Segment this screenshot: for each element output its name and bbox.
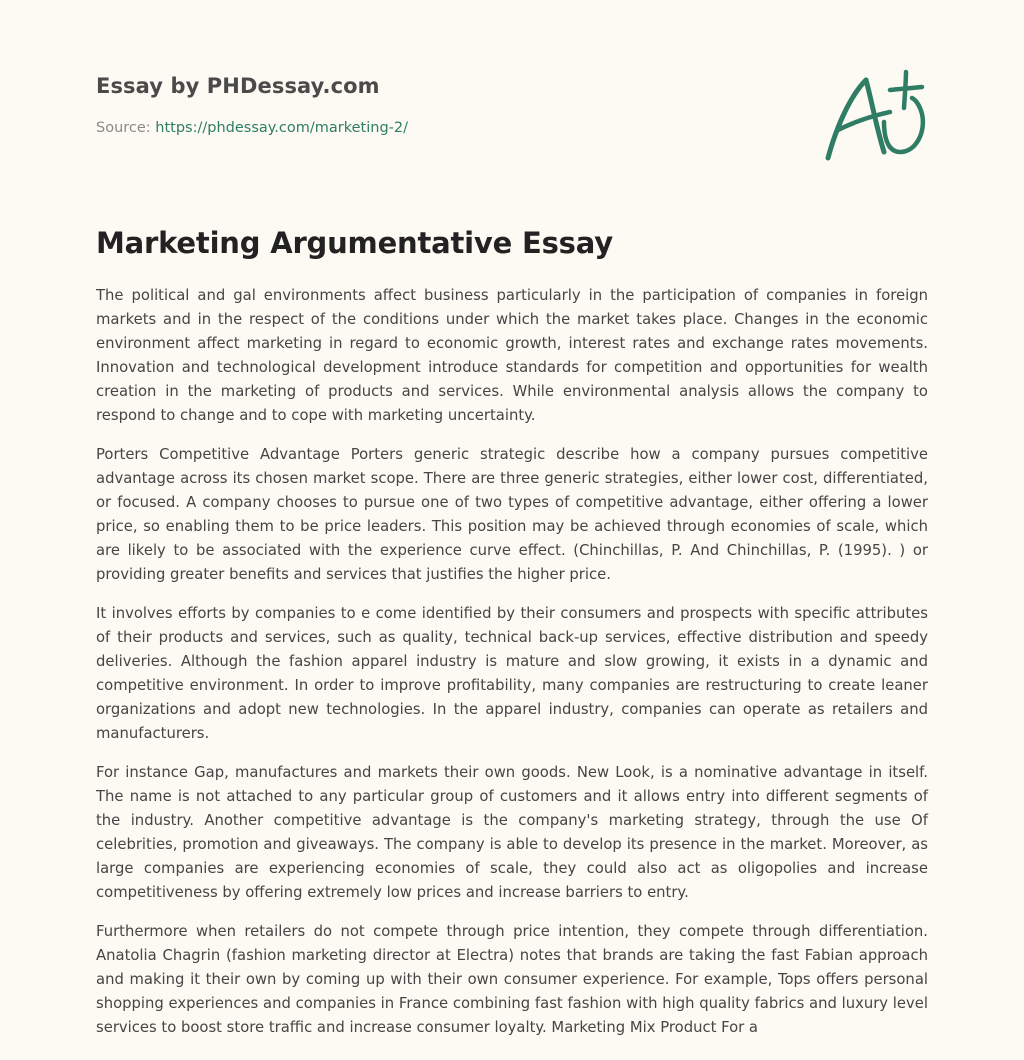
- document-header: [96, 74, 408, 136]
- source-line: [96, 120, 408, 136]
- a-plus-grade-icon: [820, 66, 932, 166]
- source-label: Source:: [96, 120, 151, 136]
- paragraph: For instance Gap, manufactures and markets their own goods. New Look, is a nominative advantage in itself. The name is not attached to any particular group of customers and it allows entry into different segments of the industry. Another competitive advantage is the company's marketing strategy, through the use Of celebrities, promotion and giveaways. The company is able to develop its presence in the market. Moreover, as large companies are experiencing economies of scale, they could also act as oligopolies and increase competitiveness by offering extremely low prices and increase barriers to entry.: [96, 764, 928, 901]
- source-link[interactable]: https://phdessay.com/marketing-2/: [155, 120, 408, 136]
- article-title: Marketing Argumentative Essay: [96, 226, 613, 260]
- site-title: Essay by PHDessay.com: [96, 74, 380, 98]
- paragraph: Furthermore when retailers do not compete through price intention, they compete through differentiation. Anatolia Chagrin (fashion marketing director at Electra) notes that brands are taking the fast Fabian approach and making it their own by coming up with their own consumer experience. For example, Tops offers personal shopping experiences and companies in France combining fast fashion with high quality fabrics and luxury level services to boost store traffic and increase consumer loyalty. Marketing Mix Product For a: [96, 923, 928, 1036]
- paragraph: It involves efforts by companies to e come identified by their consumers and prospects with specific attributes of their products and services, such as quality, technical back-up services, effective distribution and speedy deliveries. Although the fashion apparel industry is mature and slow growing, it exists in a dynamic and competitive environment. In order to improve profitability, many companies are restructuring to create leaner organizations and adopt new technologies. In the apparel industry, companies can operate as retailers and manufacturers.: [96, 605, 928, 742]
- paragraph: The political and gal environments affect business particularly in the participation of companies in foreign markets and in the respect of the conditions under which the market takes place. Changes in the economic environment affect marketing in regard to economic growth, interest rates and exchange rates movements. Innovation and technological development introduce standards for competition and opportunities for wealth creation in the marketing of products and services. While environmental analysis allows the company to respond to change and to cope with marketing uncertainty.: [96, 287, 928, 424]
- paragraph: Porters Competitive Advantage Porters generic strategic describe how a company pursues competitive advantage across its chosen market scope. There are three generic strategies, either lower cost, differentiated, or focused. A company chooses to pursue one of two types of competitive advantage, either offering a lower price, so enabling them to be price leaders. This position may be achieved through economies of scale, which are likely to be associated with the experience curve effect. (Chinchillas, P. And Chinchillas, P. (1995). ) or providing greater benefits and services that justifies the higher price.: [96, 446, 928, 583]
- article-body: [96, 284, 928, 1055]
